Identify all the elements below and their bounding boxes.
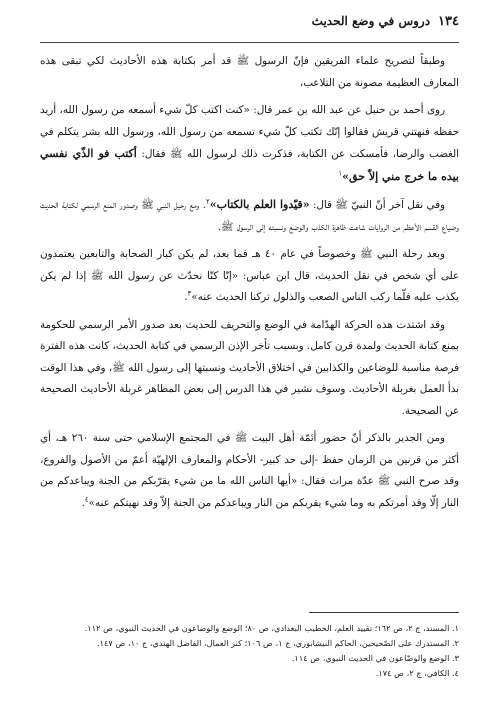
paragraph-3-text: وفي نقل آخر أنّ النبيّ ﷺ قال: <box>312 199 445 211</box>
paragraph-6-text: ومن الجدير بالذكر أنّ حضور أئمّة أهل البيت ﷺ في المجتمع الإسلامي حتى سنة ٢٦٠ هـ، أي أكثر من قرنين من الزمان حفظ -إلى حد كبير- الأحكام والمعارف الإلهيّة أعمّ من الأصول والفروع، وقد صرح النبي ﷺ عدّة مرات فقال: «أيها الناس الله ما من شيء يقرّبكم من الجنة ويباعدكم من النار إلّا وقد أمرتكم به وما شيء يقربكم من النار ويباعدكم من الجنة إلاّ وقد نهيتكم عنه» <box>40 432 459 509</box>
footnote-1: ١. المسند، ج ٢، ص ١٦٢؛ تقييد العلم، الخطيب البغدادي، ص ٨٠؛ الوضع والوضاعون في الحديث النبوي، ص ١١٢. <box>84 623 459 633</box>
paragraph-4-text: وبعد رحلة النبي ﷺ وخصوصاً في عام ٤٠ هـ فما بعد، لم يكن كبار الصحابة والتابعين يعتمدون على أي شخص في نقل الحديث، قال ابن عباس: «إنّا كنّا نحدّث عن رسول الله ﷺ إذا لم يكن يكذب عليه فلّما ركب الناس الصعب والذلول تركنا الحديث عنه» <box>40 248 459 303</box>
paragraph-3-tail: . ومع رحيل النبي ﷺ وصدور المنع الرسمي لكتابة الحديث وضياع القسم الأعظم من الروايات شاعت ظاهرة الكذب والوضع ونسبته إلى الرسول ﷺ. <box>40 199 459 233</box>
footnote-3: ٣. الوضع والوضّاعون في الحديث النبوي، ص ١١٤. <box>291 653 459 663</box>
footnote-divider <box>309 612 459 613</box>
paragraph-1-text: وطبقاً لتصريح علماء الفريقين فإنّ الرسول ﷺ قد أمر بكتابة هذه الأحاديث لكي تبقى هذه المعارف العظيمة مصونة من التلاعب، <box>40 55 459 89</box>
footnote-ref-2: ٢ <box>205 197 210 206</box>
page-number: ١٣٤ <box>438 14 459 29</box>
footnote-ref-4: ٤ <box>84 495 89 504</box>
paragraph-6 <box>40 428 459 514</box>
body-text <box>40 51 459 514</box>
paragraph-2 <box>40 100 459 188</box>
paragraph-6-tail: . <box>81 496 85 509</box>
paragraph-5 <box>40 315 459 423</box>
paragraph-2-text: روى أحمد بن حنبل عن عبد الله بن عمر قال: «كنت اكتب كلّ شيء أسمعه من رسول الله، أريد حفظه فنهتني قريش فقالوا إنّك تكتب كلّ شيء تسمعه من رسول الله، ورسول الله بشر يتكلم في الغضب والرضا، فأمسكت عن الكتابة، فذكرت ذلك لرسول الله ﷺ فقال: <box>40 104 459 160</box>
footnotes <box>40 612 459 681</box>
footnote-2: ٢. المستدرك على الصّحيحين، الحاكم النيشابوري، ج ١، ص ١٠٦؛ كنز العمال، الفاضل الهندي، ج ١٠، ص ١٤٧. <box>97 638 459 648</box>
paragraph-1 <box>40 51 459 94</box>
footnote-ref-3: ٣ <box>187 289 192 298</box>
paragraph-4 <box>40 244 459 309</box>
paragraph-3 <box>40 194 459 238</box>
paragraph-4-tail: . <box>184 291 188 303</box>
page <box>40 14 459 702</box>
paragraph-2-quote: أكتب فو الذّي نفسي بيده ما خرج مني إلاّ حق» <box>40 147 459 183</box>
running-title: دروس في وضع الحديث <box>311 14 431 28</box>
paragraph-3-quote: «قيّدوا العلم بالكتاب» <box>209 198 310 211</box>
running-header <box>40 14 459 43</box>
footnote-4: ٤. الكافي، ج ٢، ص ١٧٤. <box>375 668 459 678</box>
paragraph-5-text: وقد اشتدت هذه الحركة الهدّامة في الوضع والتحريف للحديث بعد صدور الأمر الرسمي للحكومة بمنع كتابة الحديث ولمدة قرن كامل. وبسبب تأخر الإذن الرسمي في كتابة الحديث، كانت هذه الفترة فرصة مناسبة للوضاعين والكذابين في اختلاق الأحاديث ونسبتها إلى رسول الله ﷺ، وفي هذا الوقت بدأ العمل بغربلة الأحاديث. وسوف نشير في هذا الدرس إلى بعض المظاهر غربلة الأحاديث الصحيحة عن الصحيحة. <box>40 318 459 417</box>
footnote-ref-1: ١ <box>338 169 343 178</box>
